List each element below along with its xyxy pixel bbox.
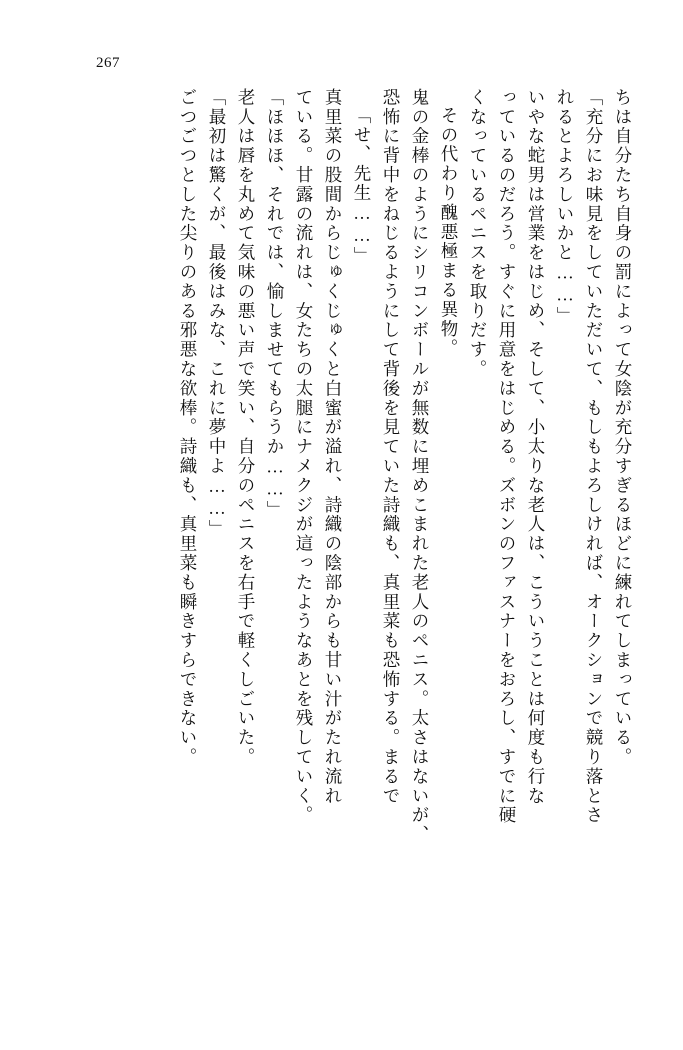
text-line: っているのだろう。すぐに用意をはじめる。ズボンのファスナーをおろし、すでに硬: [497, 88, 517, 826]
text-line: 「せ、先生……」: [352, 106, 372, 267]
text-line: ちは自分たち自身の罰によって女陰が充分すぎるほどに練れてしまっている。: [613, 88, 633, 767]
text-line: 真里菜の股間からじゅくじゅくと白蜜が溢れ、詩織の陰部からも甘い汁がたれ流れ: [323, 88, 343, 806]
text-line: 「充分にお味見をしていただいて、もしもよろしければ、オークションで競り落とさ: [584, 88, 604, 826]
text-line: 老人は唇を丸めて気味の悪い声で笑い、自分のペニスを右手で軽くしごいた。: [236, 88, 256, 767]
text-line: いやな蛇男は営業をはじめ、そして、小太りな老人は、こういうことは何度も行な: [526, 88, 546, 806]
vertical-text-block: [62, 88, 631, 998]
text-line: 鬼の金棒のようにシリコンボールが無数に埋めこまれた老人のペニス。太さはないが、: [410, 88, 430, 845]
page-number: 267: [96, 55, 120, 71]
text-line: ている。甘露の流れは、女たちの太腿にナメクジが這ったようなあとを残していく。: [294, 88, 314, 826]
text-line: ごつごつとした尖りのある邪悪な欲棒。詩織も、真里菜も瞬きすらできない。: [178, 88, 198, 767]
text-line: 「最初は驚くが、最後はみな、これに夢中よ……」: [207, 88, 227, 540]
text-line: その代わり醜悪極まる異物。: [439, 106, 459, 359]
text-line: 「ほほほ、それでは、愉しませてもらうか……」: [265, 88, 285, 520]
text-line: 恐怖に背中をねじるようにして背後を見ていた詩織も、真里菜も恐怖する。まるで: [381, 88, 401, 806]
text-line: くなっているペニスを取りだす。: [468, 88, 488, 379]
text-line: れるとよろしいかと……」: [555, 88, 575, 326]
